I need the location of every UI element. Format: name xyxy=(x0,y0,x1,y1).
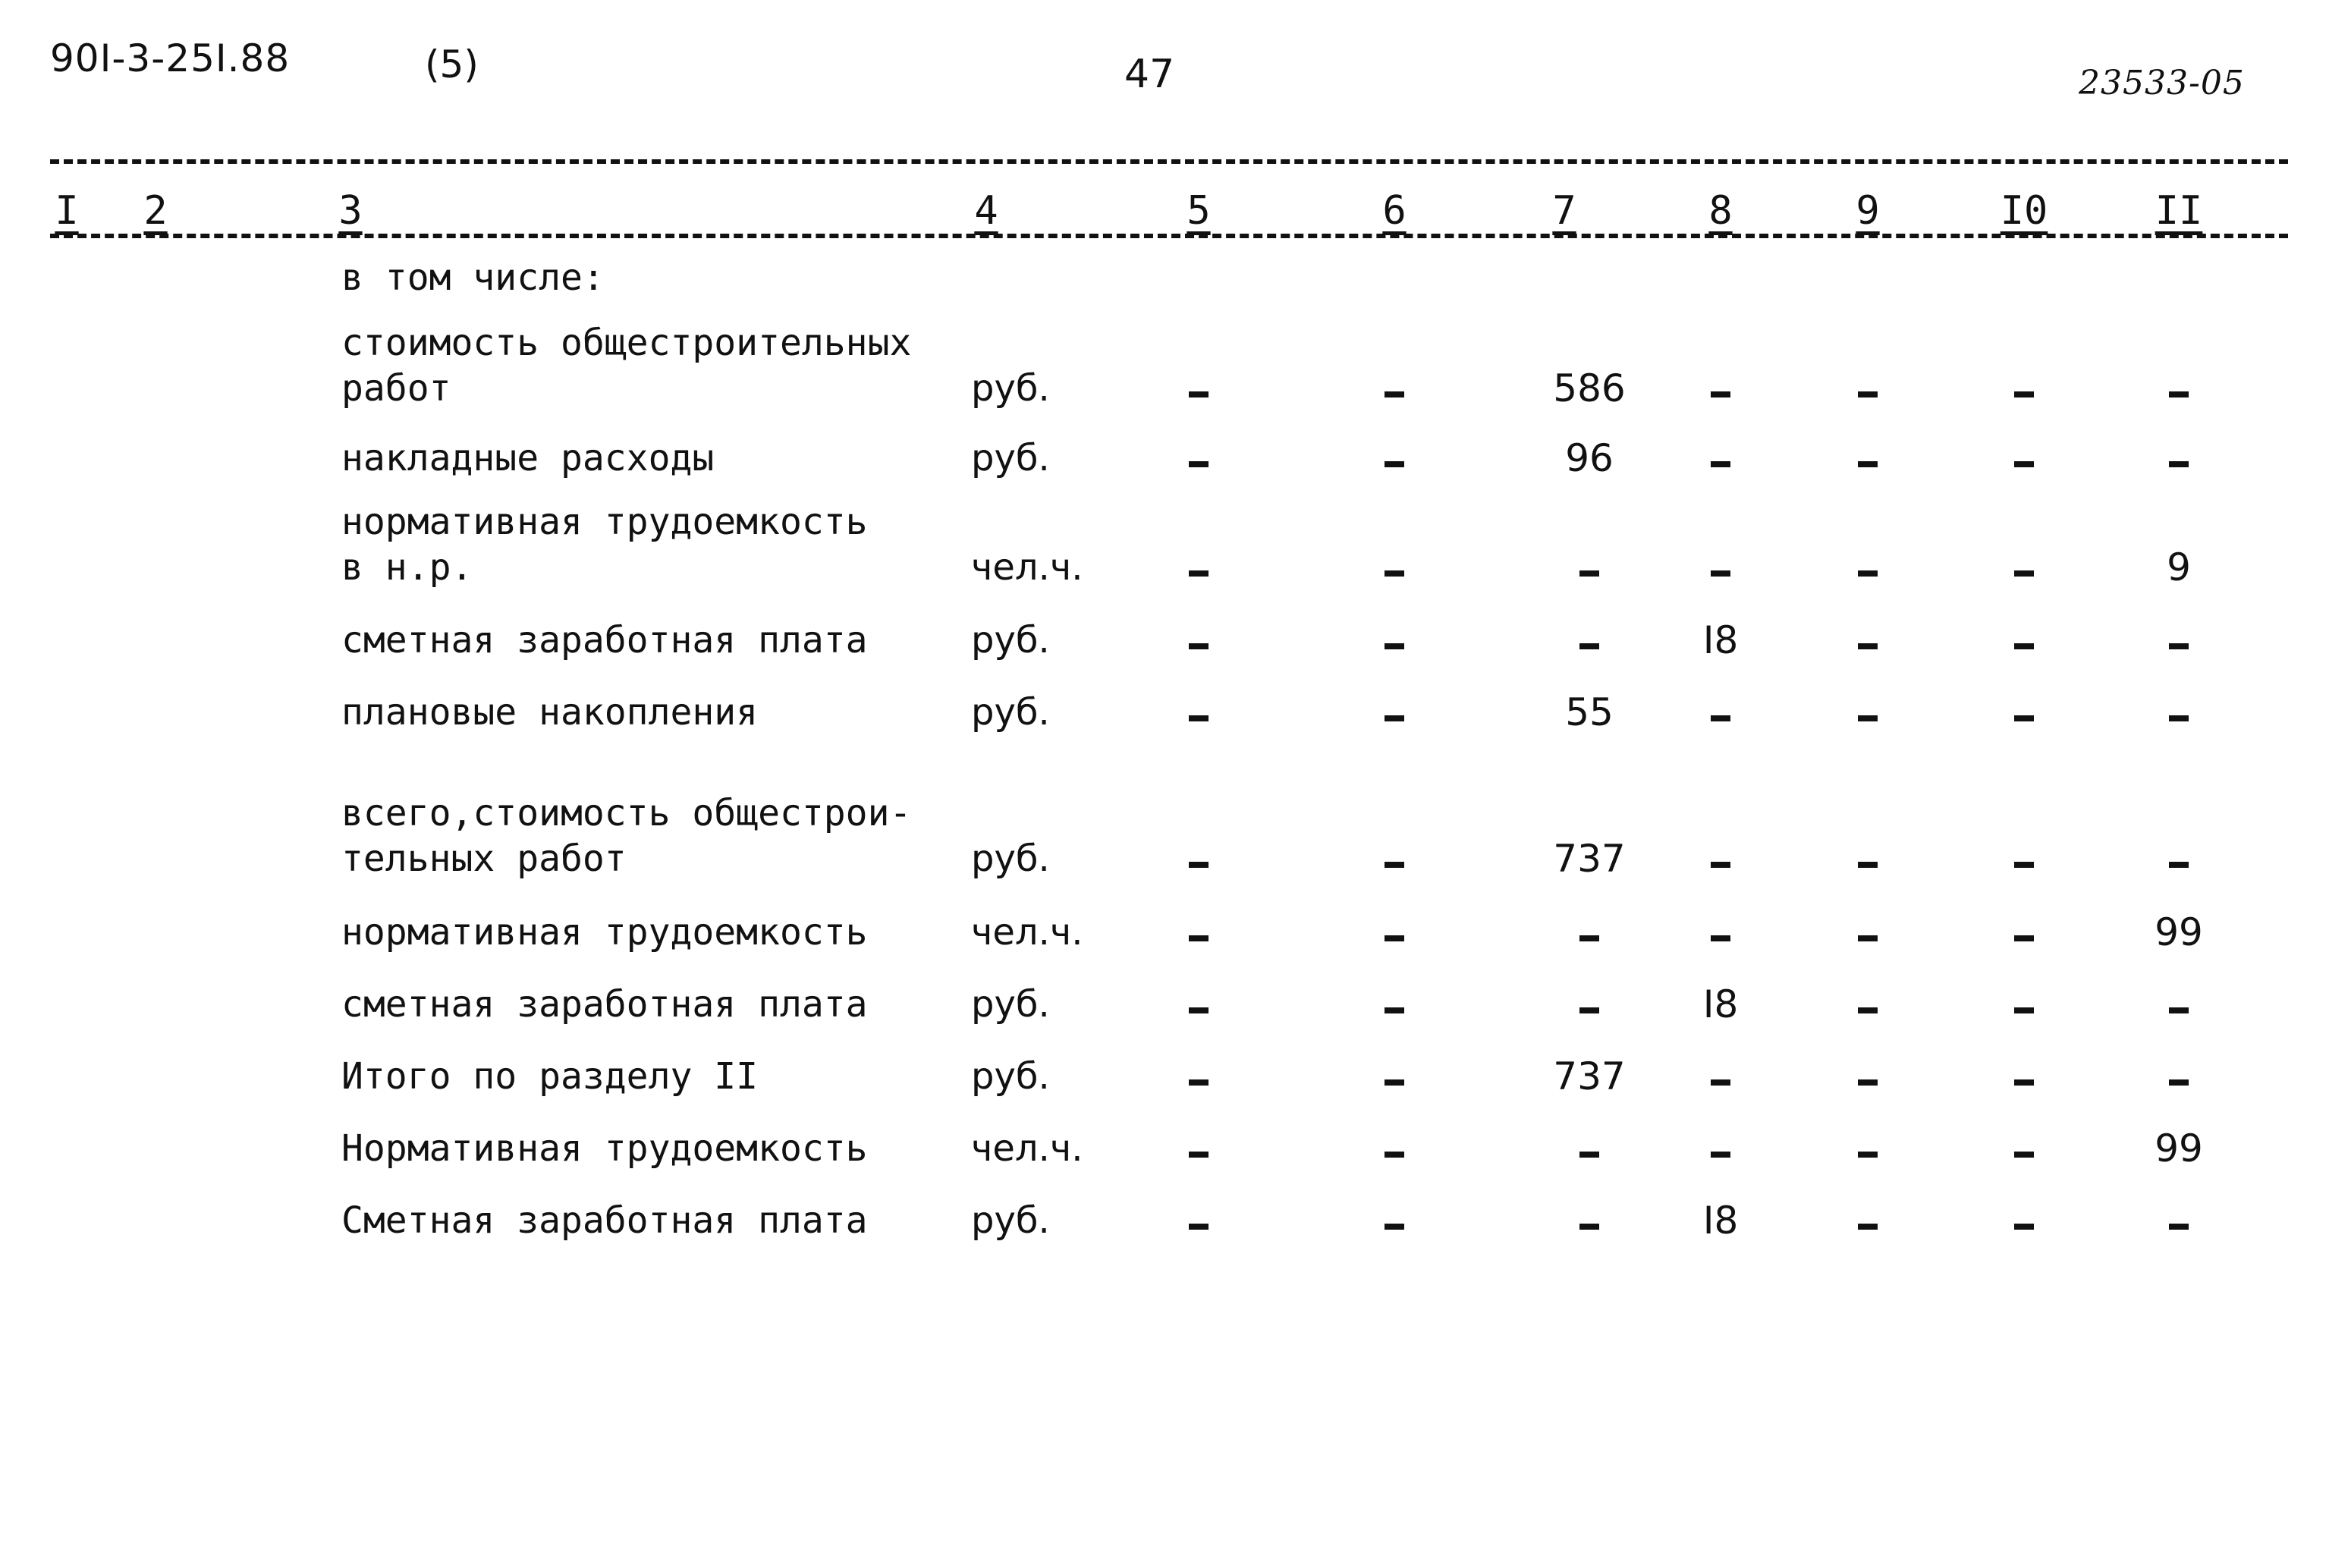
empty-dash xyxy=(2014,935,2034,941)
table-row xyxy=(0,322,2329,416)
value-cell: I8 xyxy=(1702,982,1739,1026)
value-cell: I8 xyxy=(1702,618,1739,662)
empty-dash xyxy=(2014,1224,2034,1230)
empty-dash xyxy=(1385,391,1404,397)
empty-dash xyxy=(2014,862,2034,868)
value-cell: 55 xyxy=(1565,690,1614,734)
empty-dash xyxy=(1711,461,1730,467)
empty-dash xyxy=(1711,862,1730,868)
empty-dash xyxy=(1858,570,1878,577)
unit-cell: руб. xyxy=(971,367,1050,410)
empty-dash xyxy=(1189,1152,1209,1158)
row-label-line: сметная заработная плата xyxy=(341,619,868,661)
unit-cell: чел.ч. xyxy=(971,546,1083,589)
empty-dash xyxy=(2169,643,2189,649)
empty-dash xyxy=(1579,643,1599,649)
empty-dash xyxy=(1189,570,1209,577)
row-label-line: в том числе: xyxy=(341,256,605,299)
table-row xyxy=(0,607,2329,668)
empty-dash xyxy=(1711,570,1730,577)
row-label xyxy=(341,316,911,416)
empty-dash xyxy=(1858,461,1878,467)
empty-dash xyxy=(2169,715,2189,721)
row-label xyxy=(341,613,868,668)
row-label-line: накладные расходы xyxy=(341,437,715,479)
empty-dash xyxy=(1858,643,1878,649)
column-number: 2 xyxy=(139,188,171,234)
row-label-line: стоимость общестроительных xyxy=(341,322,912,364)
empty-dash xyxy=(1579,1007,1599,1013)
empty-dash xyxy=(1385,1007,1404,1013)
column-number: 8 xyxy=(1704,188,1737,234)
row-label-line: сметная заработная плата xyxy=(341,983,868,1026)
value-cell: I8 xyxy=(1702,1199,1739,1243)
empty-dash xyxy=(1385,461,1404,467)
row-label xyxy=(341,495,868,595)
unit-cell: руб. xyxy=(971,437,1050,479)
value-cell: 9 xyxy=(2167,545,2191,589)
row-label xyxy=(341,431,714,485)
empty-dash xyxy=(1385,715,1404,721)
row-label-line: Итого по разделу II xyxy=(341,1055,759,1098)
table-row xyxy=(0,679,2329,740)
value-cell: 96 xyxy=(1565,436,1614,480)
table-row xyxy=(0,1187,2329,1248)
unit-cell: руб. xyxy=(971,691,1050,734)
column-number: 7 xyxy=(1548,188,1580,234)
empty-dash xyxy=(1385,643,1404,649)
empty-dash xyxy=(2169,1224,2189,1230)
unit-cell: руб. xyxy=(971,619,1050,661)
column-number: 5 xyxy=(1182,188,1215,234)
unit-cell: чел.ч. xyxy=(971,1127,1083,1170)
row-label-line: в н.р. xyxy=(341,546,473,589)
empty-dash xyxy=(1858,862,1878,868)
empty-dash xyxy=(1858,715,1878,721)
row-label xyxy=(341,1193,868,1248)
row-label xyxy=(341,977,868,1032)
row-label xyxy=(341,685,758,740)
column-number: 3 xyxy=(334,188,366,234)
row-label-line: нормативная трудоемкость xyxy=(341,501,868,543)
row-label xyxy=(341,1121,868,1176)
page-number: 47 xyxy=(1124,52,1175,97)
table-row xyxy=(0,1115,2329,1176)
sheet-number: (5) xyxy=(425,42,479,86)
column-number: I xyxy=(50,188,83,234)
empty-dash xyxy=(2014,1007,2034,1013)
row-label-line: Сметная заработная плата xyxy=(341,1199,868,1242)
empty-dash xyxy=(1579,1152,1599,1158)
empty-dash xyxy=(1189,461,1209,467)
row-label-line: тельных работ xyxy=(341,837,627,880)
empty-dash xyxy=(1858,1007,1878,1013)
empty-dash xyxy=(1189,391,1209,397)
row-label xyxy=(341,905,868,960)
empty-dash xyxy=(1385,1079,1404,1086)
empty-dash xyxy=(1711,391,1730,397)
unit-cell: руб. xyxy=(971,983,1050,1026)
empty-dash xyxy=(2169,1007,2189,1013)
empty-dash xyxy=(1711,1079,1730,1086)
empty-dash xyxy=(2014,1152,2034,1158)
table-row xyxy=(0,792,2329,886)
row-label xyxy=(341,250,605,305)
empty-dash xyxy=(1189,935,1209,941)
empty-dash xyxy=(2169,391,2189,397)
empty-dash xyxy=(1385,862,1404,868)
empty-dash xyxy=(1858,935,1878,941)
empty-dash xyxy=(2014,643,2034,649)
empty-dash xyxy=(1189,1007,1209,1013)
empty-dash xyxy=(1858,1152,1878,1158)
empty-dash xyxy=(1711,1152,1730,1158)
table-row xyxy=(0,244,2329,305)
value-cell: 737 xyxy=(1553,1054,1626,1098)
empty-dash xyxy=(1189,643,1209,649)
empty-dash xyxy=(1858,391,1878,397)
table-row xyxy=(0,425,2329,485)
empty-dash xyxy=(2014,1079,2034,1086)
row-label-line: всего,стоимость общестрои- xyxy=(341,792,912,834)
column-number: 9 xyxy=(1851,188,1884,234)
empty-dash xyxy=(1579,570,1599,577)
empty-dash xyxy=(1711,715,1730,721)
empty-dash xyxy=(1385,1224,1404,1230)
column-number: II xyxy=(2151,188,2208,234)
empty-dash xyxy=(1385,570,1404,577)
empty-dash xyxy=(2169,1079,2189,1086)
header-dashed-rule xyxy=(50,234,2288,238)
column-number: 6 xyxy=(1378,188,1410,234)
empty-dash xyxy=(1189,1079,1209,1086)
value-cell: 99 xyxy=(2155,1127,2203,1171)
empty-dash xyxy=(1858,1224,1878,1230)
row-label xyxy=(341,786,911,886)
inventory-number: 23533-05 xyxy=(2079,64,2245,102)
empty-dash xyxy=(2169,862,2189,868)
empty-dash xyxy=(1189,862,1209,868)
column-number: 4 xyxy=(970,188,1002,234)
row-label-line: нормативная трудоемкость xyxy=(341,911,868,954)
empty-dash xyxy=(2014,391,2034,397)
empty-dash xyxy=(1579,935,1599,941)
empty-dash xyxy=(1858,1079,1878,1086)
value-cell: 586 xyxy=(1553,366,1626,410)
column-number: I0 xyxy=(1996,188,2053,234)
unit-cell: руб. xyxy=(971,837,1050,880)
row-label-line: работ xyxy=(341,367,451,410)
unit-cell: руб. xyxy=(971,1055,1050,1098)
empty-dash xyxy=(2014,461,2034,467)
table-row xyxy=(0,501,2329,595)
empty-dash xyxy=(1579,1224,1599,1230)
table-row xyxy=(0,899,2329,960)
table-row xyxy=(0,971,2329,1032)
unit-cell: руб. xyxy=(971,1199,1050,1242)
value-cell: 737 xyxy=(1553,837,1626,881)
empty-dash xyxy=(1385,1152,1404,1158)
empty-dash xyxy=(1711,935,1730,941)
empty-dash xyxy=(2169,461,2189,467)
row-label xyxy=(341,1049,758,1104)
value-cell: 99 xyxy=(2155,910,2203,954)
row-label-line: плановые накопления xyxy=(341,691,759,734)
row-label-line: Нормативная трудоемкость xyxy=(341,1127,868,1170)
empty-dash xyxy=(1189,715,1209,721)
empty-dash xyxy=(1385,935,1404,941)
empty-dash xyxy=(2014,570,2034,577)
empty-dash xyxy=(2014,715,2034,721)
empty-dash xyxy=(1189,1224,1209,1230)
top-dashed-rule xyxy=(50,159,2288,164)
unit-cell: чел.ч. xyxy=(971,911,1083,954)
table-row xyxy=(0,1043,2329,1104)
document-code: 90I-3-25I.88 xyxy=(50,36,291,80)
